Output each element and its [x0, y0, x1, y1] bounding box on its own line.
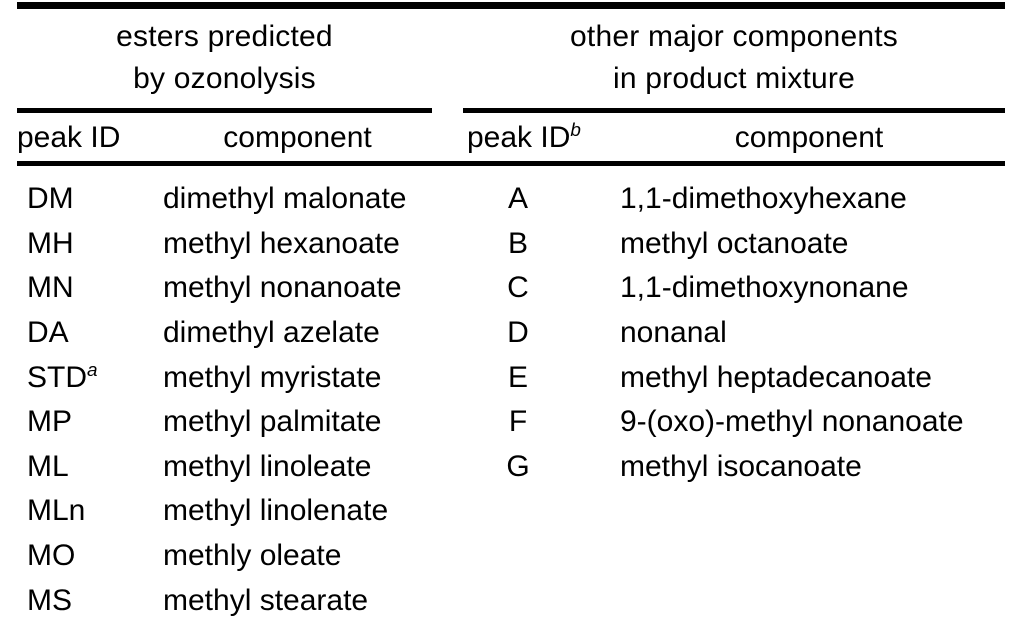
left-peak-id-header: peak ID: [17, 121, 121, 154]
peak-id-cell: MS: [27, 583, 72, 617]
peak-id-cell: DM: [27, 182, 74, 216]
group-title-esters-line1: esters predicted: [116, 20, 333, 53]
table-row: [17, 311, 432, 356]
table-row: [463, 222, 1005, 267]
column-header-row: [17, 113, 1005, 161]
component-cell: methyl myristate: [163, 360, 382, 394]
group-title-esters: [17, 16, 432, 100]
table-row: [463, 266, 1005, 311]
peak-id-cell: MP: [27, 405, 72, 439]
table-row: [17, 578, 432, 623]
group-title-other-components: [463, 16, 1005, 100]
component-cell: dimethyl malonate: [163, 182, 407, 216]
peak-id-cell: MLn: [27, 494, 86, 528]
right-peak-id-header: [463, 122, 613, 154]
table-row: [17, 400, 432, 445]
column-gap: [432, 108, 463, 113]
component-cell: methyl hexanoate: [163, 226, 400, 260]
left-column-headers: [17, 113, 432, 161]
table-row: [17, 222, 432, 267]
peak-id-cell: ML: [27, 449, 69, 483]
table-row: [463, 311, 1005, 356]
component-cell: methly oleate: [163, 539, 342, 573]
component-cell: methyl octanoate: [620, 226, 849, 260]
peak-id-cell: A: [507, 182, 528, 216]
table-row: [463, 355, 1005, 400]
top-rule: [17, 2, 1005, 9]
right-component-header: component: [734, 121, 884, 154]
peak-id-cell: DA: [27, 316, 69, 350]
group-title-other-line2: in product mixture: [612, 62, 856, 95]
table-row: [17, 355, 432, 400]
component-cell: methyl linoleate: [163, 449, 372, 483]
table-row: [463, 400, 1005, 445]
column-gap: [432, 177, 463, 623]
component-cell: methyl palmitate: [163, 405, 382, 439]
peak-id-cell: E: [507, 360, 528, 394]
peak-id-cell: D: [507, 316, 529, 350]
component-cell: dimethyl azelate: [163, 316, 380, 350]
peak-id-cell: MN: [27, 271, 74, 305]
component-cell: methyl heptadecanoate: [620, 360, 932, 394]
table-row: [463, 445, 1005, 490]
footnote-marker-a: a: [87, 359, 98, 381]
left-component-header: component: [223, 121, 372, 154]
table-row: [17, 445, 432, 490]
component-cell: methyl isocanoate: [620, 449, 862, 483]
peak-id-text: STD: [27, 360, 87, 394]
right-table-body: [463, 177, 1005, 623]
table-row: [17, 266, 432, 311]
group-title-row: [17, 9, 1005, 100]
table-row: [17, 489, 432, 534]
peak-id-cell: B: [507, 226, 528, 260]
components-table: [17, 2, 1005, 623]
component-cell: methyl linolenate: [163, 494, 389, 528]
component-cell: 1,1-dimethoxyhexane: [620, 182, 907, 216]
group-title-esters-line2: by ozonolysis: [133, 62, 316, 95]
table-row: [17, 177, 432, 222]
column-gap: [432, 16, 463, 100]
left-table-body: [17, 177, 432, 623]
component-cell: 1,1-dimethoxynonane: [620, 271, 909, 305]
table-body: [17, 166, 1005, 623]
table-row: [463, 177, 1005, 222]
peak-id-cell: MH: [27, 226, 74, 260]
component-cell: 9-(oxo)-methyl nonanoate: [620, 405, 964, 439]
right-peak-id-header-text: peak ID: [467, 121, 571, 154]
footnote-marker-b: b: [570, 120, 581, 141]
component-cell: nonanal: [620, 316, 727, 350]
peak-id-cell: MO: [27, 539, 76, 573]
right-column-headers: [463, 113, 1005, 161]
peak-id-cell: F: [508, 405, 528, 439]
peak-id-cell: G: [506, 449, 530, 483]
table-row: [17, 534, 432, 579]
component-cell: methyl nonanoate: [163, 271, 402, 305]
peak-id-cell: C: [507, 271, 529, 305]
group-title-other-line1: other major components: [570, 20, 898, 53]
component-cell: methyl stearate: [163, 583, 369, 617]
peak-id-cell: [17, 361, 163, 395]
